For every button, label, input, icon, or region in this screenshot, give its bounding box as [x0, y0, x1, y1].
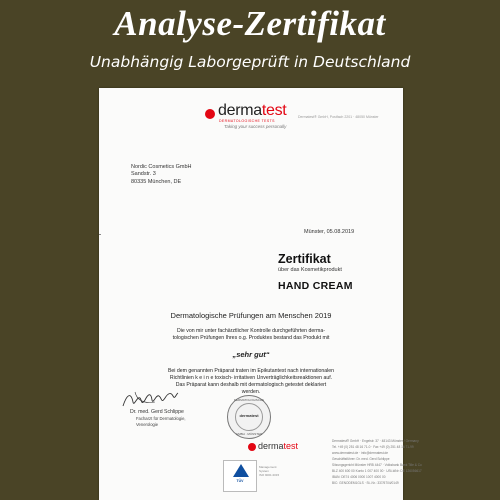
recipient-street: Sandstr. 3 — [131, 171, 156, 177]
banner-subtitle: Unabhängig Laborgeprüft in Deutschland — [89, 53, 411, 71]
product-name: HAND CREAM — [278, 280, 353, 292]
footer-line-6: BLZ 400 600 00 Konto 1 007 400 00 · USt-IdNr: DE 126056617 — [332, 469, 422, 473]
footer-line-7: IBAN: DE74 4006 0000 1007 4000 00 — [332, 475, 386, 479]
footer-line-5: Sitzungsgericht Münster HRB 4447 · Volksbank Bank Tille & Co — [332, 463, 422, 467]
footer-line-2: Tel. +49 (0) 251 48 16 71-0 · Fax +49 (0) 251 48 16 71-99 — [332, 445, 414, 449]
body-line-6: werden. — [241, 389, 261, 395]
tuv-label: TÜV — [236, 479, 244, 483]
certificate-document — [99, 88, 422, 500]
body-line-2: tologischen Prüfungen Ihres o.g. Produktes bestand das Produkt mit — [172, 335, 330, 341]
tuv-certification-badge — [223, 460, 257, 492]
seal-top-text: DERMATOLOGISCHE — [233, 398, 265, 402]
letter-date: Münster, 05.08.2019 — [304, 229, 355, 235]
seal-bottom-text: GMBH · MÜNSTER — [235, 432, 263, 436]
footer-line-1: Dermatest® GmbH · Engelstr. 37 · 48143 Münster / Germany — [332, 439, 419, 443]
footer-logo — [258, 441, 298, 451]
footer-line-8: BIC: GENODEM1GLS · St.-Nr.: 337/5704/0149 — [332, 481, 399, 485]
fold-mark — [99, 234, 101, 235]
banner-title: Analyse-Zertifikat — [114, 4, 386, 43]
logo-tagline: DERMATOLOGISCHE TESTS — [219, 119, 275, 123]
tuv-note-2: System — [259, 468, 270, 473]
logo-slogan: Taking your success personally — [224, 124, 287, 129]
recipient-city: 80335 München, DE — [131, 179, 182, 185]
certificate-for-label: über das Kosmetikprodukt — [278, 267, 342, 273]
tuv-note-1: Management — [259, 465, 277, 469]
test-result: „sehr gut“ — [232, 350, 270, 359]
footer-logo-icon — [248, 443, 256, 451]
banner — [0, 0, 500, 86]
footer-line-4: Geschäftsführer: Dr. med. Gerd Schlippe — [332, 457, 390, 461]
tuv-note-3: ISO 9001:2015 — [259, 472, 280, 477]
certificate-title: Zertifikat — [278, 252, 331, 266]
recipient-company: Nordic Cosmetics GmbH — [131, 164, 192, 170]
tuv-triangle-icon — [233, 464, 249, 477]
logo-suffix: test — [261, 102, 287, 119]
signatory-role-1: Facharzt für Dermatologie, — [136, 416, 186, 421]
body-line-4: Richtlinien k e i n e toxisch- irritativen Unverträglichkeitsreaktionen auf. — [169, 375, 333, 381]
seal-center-text: dermatest — [239, 413, 259, 418]
tuv-note — [259, 466, 279, 478]
signatory-role-2: Venerologie — [136, 422, 159, 427]
footer-logo-prefix: derma — [258, 441, 284, 451]
body-line-1: Die von mir unter fachärztlicher Kontrolle durchgeführten derma- — [177, 328, 325, 334]
body-line-3: Bei dem genannten Präparat traten im Epikutantest nach internationalen — [167, 368, 335, 374]
dermatest-seal — [227, 395, 271, 439]
signatory-name: Dr. med. Gerd Schlippe — [130, 409, 184, 415]
footer-logo-suffix: test — [283, 441, 299, 451]
dermatest-logo-icon — [205, 109, 215, 119]
body-line-5: Das Präparat kann deshalb mit dermatologisch getestet deklariert — [175, 382, 327, 388]
body-heading: Dermatologische Prüfungen am Menschen 2019 — [170, 311, 332, 320]
sender-address: Dermatest® GmbH, Postfach 2201 · 48050 Münster — [298, 115, 379, 119]
signature — [121, 388, 179, 410]
logo-prefix: derma — [218, 102, 262, 119]
dermatest-logo — [218, 102, 286, 120]
footer-line-3: www.dermatest.de · info@dermatest.de — [332, 451, 389, 455]
